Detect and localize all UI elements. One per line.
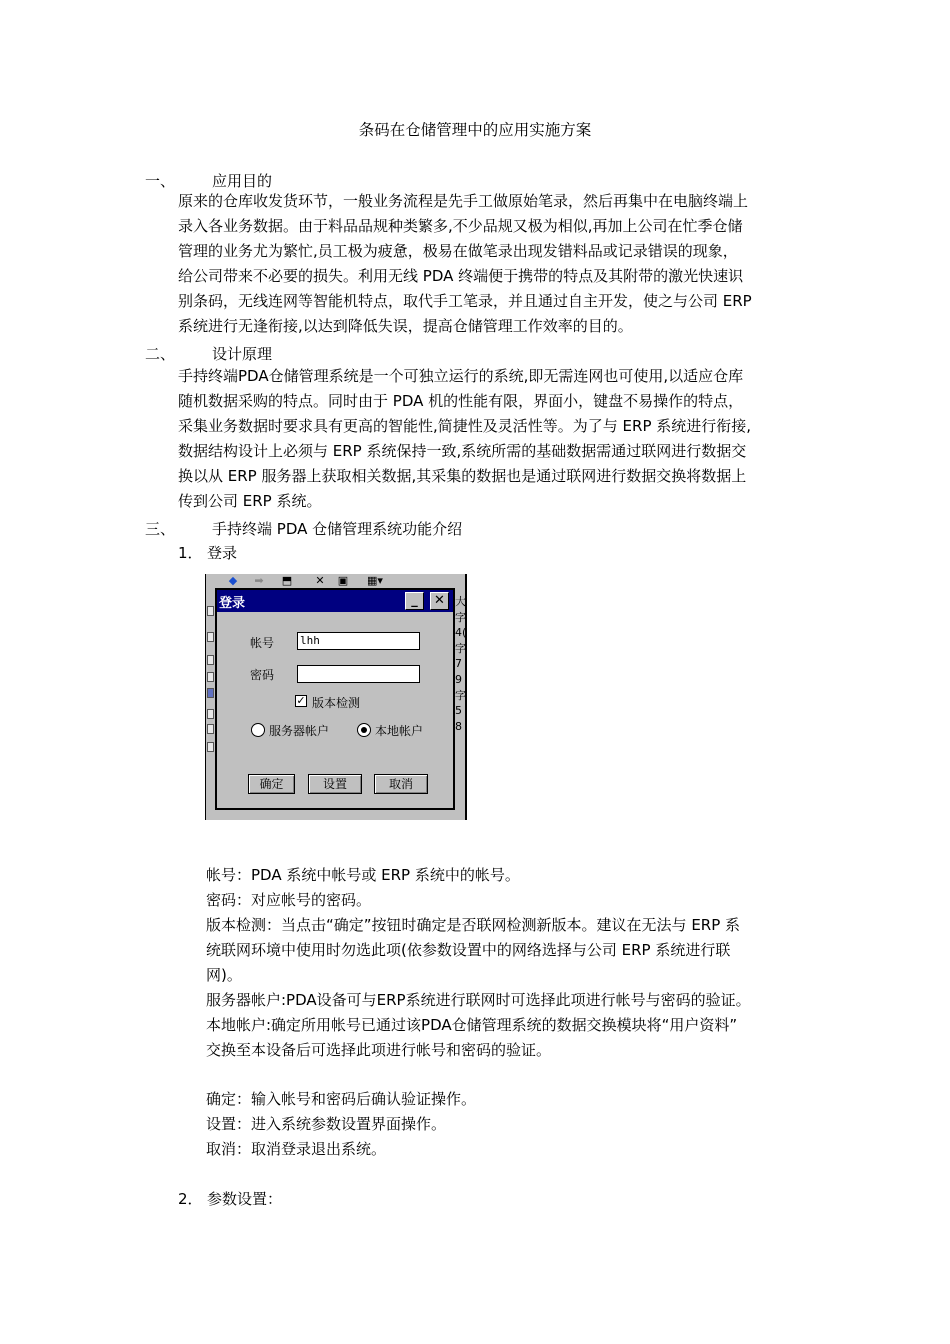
- password-input[interactable]: [297, 665, 420, 683]
- properties-icon: ▣: [337, 574, 349, 587]
- body-line: 传到公司 ERP 系统。: [178, 492, 322, 510]
- section-3-heading: 手持终端 PDA 仓储管理系统功能介绍: [212, 520, 463, 538]
- background-column-text: [455, 594, 467, 734]
- column-char: 7: [455, 657, 462, 671]
- desc-line: 服务器帐户:PDA设备可与ERP系统进行联网时可选择此项进行帐号与密码的验证。: [206, 991, 751, 1009]
- file-icon: [207, 688, 214, 698]
- desc-line: 密码：对应帐号的密码。: [206, 891, 372, 909]
- desc-line: 本地帐户:确定所用帐号已通过该PDA仓储管理系统的数据交换模块将“用户资料”: [206, 1016, 738, 1034]
- login-screenshot: [205, 574, 467, 820]
- column-char: 字: [455, 688, 466, 702]
- server-account-radio[interactable]: [251, 723, 265, 737]
- body-line: 采集业务数据时要求具有更高的智能性,简捷性及灵活性等。为了与 ERP 系统进行衔接,: [178, 417, 752, 435]
- subsection-1-label: 登录: [207, 544, 238, 562]
- subsection-2-label: 参数设置：: [207, 1190, 283, 1208]
- field-descriptions: [206, 863, 810, 1063]
- section-1-number: 一、: [145, 172, 176, 190]
- column-char: 9: [455, 672, 462, 686]
- forward-icon: ➡: [254, 574, 264, 587]
- settings-button[interactable]: 设置: [308, 774, 362, 794]
- body-line: 系统进行无逢衔接,以达到降低失误，提高仓储管理工作效率的目的。: [178, 317, 633, 335]
- column-char: 4(: [455, 626, 467, 640]
- column-char: 8: [455, 719, 462, 733]
- file-icon: [207, 709, 214, 719]
- body-line: 给公司带来不必要的损失。利用无线 PDA 终端便于携带的特点及其附带的激光快速识: [178, 267, 744, 285]
- screenshot-edge: [205, 574, 206, 820]
- file-icon: [207, 672, 214, 682]
- file-icon: [207, 655, 214, 665]
- body-line: 别条码，无线连网等智能机特点，取代手工笔录，并且通过自主开发，使之与公司 ERP: [178, 292, 752, 310]
- body-line: 录入各业务数据。由于料品品规种类繁多,不少品规又极为相似,再加上公司在忙季仓储: [178, 217, 743, 235]
- background-file-list: [207, 592, 214, 792]
- close-button[interactable]: ✕: [430, 592, 449, 610]
- back-icon: ◆: [228, 574, 238, 587]
- body-line: 数据结构设计上必须与 ERP 系统保持一致,系统所需的基础数据需通过联网进行数据交: [178, 442, 747, 460]
- subsection-2-number: 2．: [178, 1190, 203, 1208]
- password-label: 密码: [250, 668, 275, 682]
- desc-line: 帐号：PDA 系统中帐号或 ERP 系统中的帐号。: [206, 866, 520, 884]
- body-line: 换以从 ERP 服务器上获取相关数据,其采集的数据也是通过联网进行数据交换将数据上: [178, 467, 747, 485]
- background-toolbar: [206, 574, 464, 588]
- login-dialog: [215, 588, 455, 810]
- cancel-button[interactable]: 取消: [374, 774, 428, 794]
- version-check-label: 版本检测: [312, 696, 361, 710]
- account-input[interactable]: lhh: [297, 632, 420, 650]
- radio-selected-dot: [361, 727, 367, 733]
- server-account-label: 服务器帐户: [269, 724, 330, 738]
- version-check-checkbox[interactable]: ✓: [296, 694, 306, 707]
- desc-line: 版本检测：当点击“确定”按钮时确定是否联网检测新版本。建议在无法与 ERP 系: [206, 916, 741, 934]
- local-account-label: 本地帐户: [375, 724, 424, 738]
- section-2-heading: 设计原理: [212, 345, 273, 363]
- button-descriptions: [206, 1087, 810, 1162]
- section-3-number: 三、: [145, 520, 176, 538]
- local-account-radio[interactable]: [357, 723, 371, 737]
- section-1-heading: 应用目的: [212, 172, 273, 190]
- ok-button[interactable]: 确定: [248, 774, 295, 794]
- body-line: 手持终端PDA仓储管理系统是一个可独立运行的系统,即无需连网也可使用,以适应仓库: [178, 367, 744, 385]
- section-2-body: [178, 364, 808, 514]
- section-1-body: [178, 189, 808, 339]
- file-icon: [207, 724, 214, 734]
- desc-line: 统联网环境中使用时勿选此项(依参数设置中的网络选择与公司 ERP 系统进行联: [206, 941, 731, 959]
- column-char: 字: [455, 641, 466, 655]
- desc-line: 网)。: [206, 966, 242, 984]
- body-line: 管理的业务尤为繁忙,员工极为疲惫，极易在做笔录出现发错料品或记录错误的现象，: [178, 242, 738, 260]
- dialog-title: 登录: [219, 596, 246, 611]
- column-char: 大: [455, 595, 466, 608]
- dialog-titlebar: [217, 590, 453, 612]
- subsection-1-number: 1．: [178, 544, 203, 562]
- column-char: 5: [455, 704, 462, 718]
- section-2-number: 二、: [145, 345, 176, 363]
- desc-line: 取消：取消登录退出系统。: [206, 1140, 387, 1158]
- body-line: 随机数据采购的特点。同时由于 PDA 机的性能有限，界面小，键盘不易操作的特点，: [178, 392, 744, 410]
- desc-line: 交换至本设备后可选择此项进行帐号和密码的验证。: [206, 1041, 552, 1059]
- file-icon: [207, 632, 214, 642]
- view-menu-icon: ▦▾: [367, 574, 383, 587]
- desc-line: 确定：输入帐号和密码后确认验证操作。: [206, 1090, 477, 1108]
- document-title: 条码在仓储管理中的应用实施方案: [358, 121, 592, 139]
- minimize-button[interactable]: _: [405, 592, 424, 610]
- delete-icon: ✕: [315, 574, 325, 587]
- file-icon: [207, 606, 214, 616]
- file-icon: [207, 742, 214, 752]
- folder-up-icon: ⬒: [281, 574, 293, 587]
- account-label: 帐号: [250, 636, 275, 650]
- column-char: 字: [455, 610, 466, 624]
- body-line: 原来的仓库收发货环节，一般业务流程是先手工做原始笔录，然后再集中在电脑终端上: [178, 192, 749, 210]
- desc-line: 设置：进入系统参数设置界面操作。: [206, 1115, 447, 1133]
